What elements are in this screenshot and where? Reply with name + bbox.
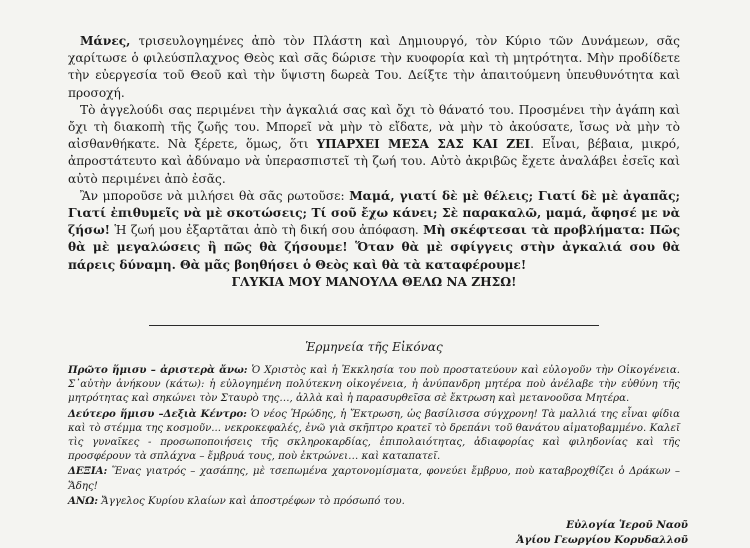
main-text (68, 33, 680, 291)
paragraph-text: Τὸ ἀγγελούδι σας περιμένει τὴν ἀγκαλιά σας καὶ ὄχι τὸ θάνατό του. Προσμένει τὴν ἀγάπη καὶ ὄχι τὴ διακοπὴ τῆς ζωῆς του. Μπορεῖ νὰ μὴν τὸ εἴδατε, νὰ μὴν τὸ ἀκούσατε, ἴσως νὰ μὴν τὸ αἰσθανθήκατε. Νὰ ξέρετε, ὅμως, ὅτι (68, 102, 680, 152)
interpretation-section (68, 340, 680, 509)
interpretation-title: Ἑρμηνεία τῆς Εἰκόνας (305, 340, 443, 355)
paragraph-text: τρισευλογημένες ἀπὸ τὸν Πλάστη καὶ Δημιουργό, τὸν Κύριο τῶν Δυνάμεων, σᾶς χαρίτωσε ὁ φιλεύσπλαχνος Θεὸς καὶ σᾶς δώρισε τὴν κυοφορία καὶ τὴ μητρότητα. Μὴν προδίδετε τὴν εὐεργεσία τοῦ Θεοῦ καὶ τὴν ὕψιστη δωρεὰ Του. Δείξτε τὴν ἀπαιτούμενη ὑπευθυνότητα καὶ προσοχή. (68, 34, 680, 100)
item-text: Ὁ νέος Ἡρώδης, ἡ Ἔκτρωση, ὡς βασίλισσα σύγχρονη! Τὰ μαλλιά της εἶναι φίδια καὶ τὸ στέμμα της κοσμοῦν... νεκροκεφαλές, ἐνῶ γιὰ σκῆπτρο κρατεῖ τὸ δρεπάνι τοῦ θανάτου αἱματοβαμμένο. Καλεῖ τὶς γυναῖκες - προσωποποιήσεις τῆς σκληροκαρδίας, ἐπιπολαιότητας, ἀδιαφορίας καὶ φιληδονίας καὶ τῆς προσφέρουν τὰ σπλάχνα – ἔμβρυά τους, ποὺ ἐκτρώνει… καὶ καταπατεῖ. (68, 408, 681, 463)
closing-line: ΓΛΥΚΙΑ ΜΟΥ ΜΑΝΟΥΛΑ ΘΕΛΩ ΝΑ ΖΗΣΩ! (231, 274, 517, 289)
interpretation-item (68, 363, 680, 407)
paragraph-mothers (68, 33, 680, 102)
lead-word: Μάνες, (80, 34, 131, 48)
paragraph-text: Ἂν μποροῦσε νὰ μιλήσει θὰ σᾶς ρωτοῦσε: (80, 188, 350, 203)
item-label: ΔΕΞΙΑ: (68, 465, 108, 478)
signature-line-2: Ἁγίου Γεωργίου Κορυδαλλοῦ (516, 534, 688, 547)
item-label: Πρῶτο ἥμισυ – ἀριστερὰ ἄνω: (68, 364, 248, 377)
paragraph-text: Ἡ ζωή μου ἐξαρτᾶται ἀπὸ τὴ δική σου ἀπόφαση. (110, 223, 424, 238)
emphasis-text: ΥΠΑΡΧΕΙ ΜΕΣΑ ΣΑΣ ΚΑΙ ΖΕΙ (316, 137, 531, 152)
interpretation-item (68, 464, 680, 493)
item-text: Ἕνας γιατρός – χασάπης, μὲ τσεπωμένα χαρτονομίσματα, φονεύει ἔμβρυο, ποὺ καταβροχθίζει ὁ Δράκων – Ἅδης! (68, 466, 680, 492)
paragraph-text: . Εἶναι, βέβαια, μικρό, ἀπροστάτευτο καὶ ἀδύναμο νὰ ὑπερασπιστεῖ τὴ ζωή του. Αὐτὸ ἀκριβῶς ἔχετε ἀναλάβει ἐσεῖς καὶ αὐτὸ περιμένει ἀπὸ ἐσᾶς. (68, 137, 680, 186)
paragraph-angel (68, 102, 680, 188)
signature-block (68, 518, 688, 548)
child-plea: Μὴ σκέφτεσαι τὰ προβλήματα: Πῶς θὰ μὲ μεγαλώσεις ἢ πῶς θὰ ζήσουμε! Ὅταν θὰ μὲ σφίγγεις στὴν ἀγκαλιά σου θὰ πάρεις δύναμη. Θὰ μᾶς βοηθήσει ὁ Θεὸς καὶ θὰ τὰ καταφέρουμε! (68, 223, 680, 272)
interpretation-item (68, 494, 680, 509)
item-text: Ἄγγελος Κυρίου κλαίων καὶ ἀποστρέφων τὸ πρόσωπό του. (98, 495, 405, 507)
interpretation-item (68, 407, 680, 465)
divider-line (149, 325, 599, 326)
paragraph-child-voice (68, 188, 680, 274)
child-questions: Μαμά, γιατί δὲ μὲ θέλεις; Γιατί δὲ μὲ ἀγαπᾶς; Γιατί ἐπιθυμεῖς νὰ μὲ σκοτώσεις; Τί σοῦ ἔχω κάνει; Σὲ παρακαλῶ, μαμά, ἄφησέ με νὰ ζήσω! (68, 188, 680, 238)
item-label: Δεύτερο ἥμισυ –Δεξιὰ Κέντρο: (68, 407, 247, 420)
signature-line-1: Εὐλογία Ἱεροῦ Ναοῦ (566, 519, 688, 532)
item-text: Ὁ Χριστὸς καὶ ἡ Ἐκκλησία του ποὺ προστατεύουν καὶ εὐλογοῦν τὴν Οἰκογένεια. Σ᾽αὐτὴν ἀνήκουν (κάτω): ἡ εὐλογημένη πολύτεκνη οἰκογένεια, ἡ ἀνύπανδρη μητέρα ποὺ ἀνέλαβε τὴν εὐθύνη τῆς μητρότητας καὶ σηκώνει τὸν Σταυρὸ της…, ἀλλὰ καὶ ἡ παρασυρθεῖσα σὲ ἔκτρωση καὶ μετανοοῦσα Μητέρα. (68, 365, 680, 405)
item-label: ΑΝΩ: (68, 494, 99, 507)
